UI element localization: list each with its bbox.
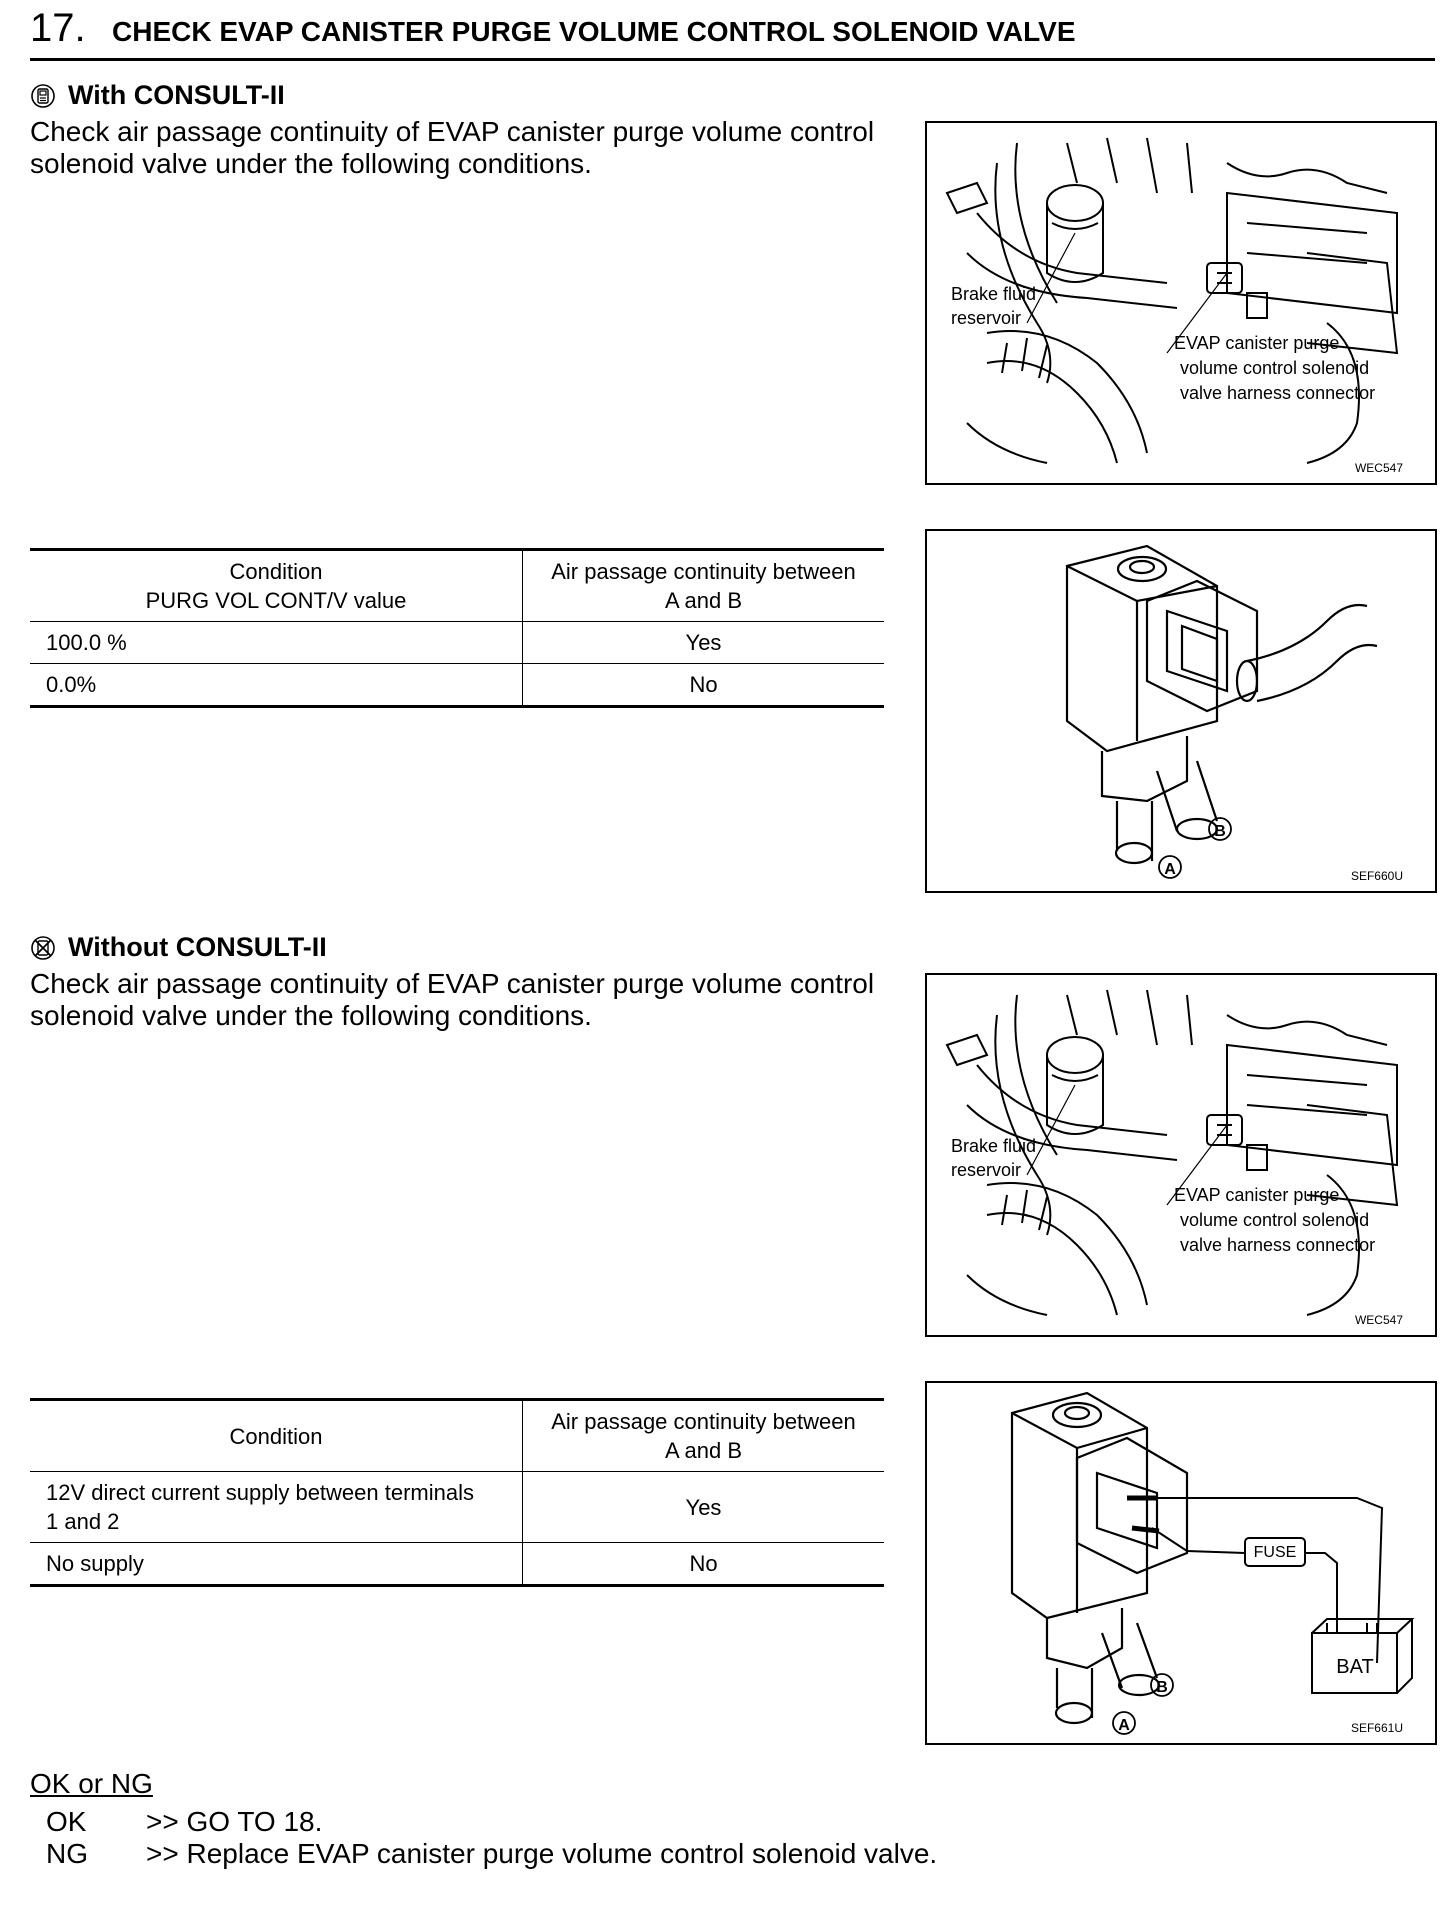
table-header-continuity xyxy=(523,550,885,622)
callout-harness: valve harness connector xyxy=(1180,383,1376,403)
without-consult-title: Without CONSULT-II xyxy=(68,932,327,962)
callout-reservoir: reservoir xyxy=(951,1160,1022,1180)
engine-bay-figure xyxy=(925,973,1437,1337)
header-text: A and B xyxy=(664,588,743,613)
row-result: No xyxy=(523,1543,885,1586)
ok-label: OK xyxy=(46,1806,87,1837)
row-result: No xyxy=(523,664,885,707)
header-text: Air passage continuity between xyxy=(551,559,856,584)
ok-ng-heading: OK or NG xyxy=(30,1768,153,1799)
header-text: A and B xyxy=(664,1438,743,1463)
condition-text: 12V direct current supply between terminals xyxy=(46,1480,474,1505)
ok-action: >> GO TO 18. xyxy=(146,1806,323,1837)
battery-label: BAT xyxy=(1336,1656,1374,1678)
ng-label: NG xyxy=(46,1838,88,1869)
engine-bay-figure xyxy=(925,121,1437,485)
with-consult-instruction xyxy=(30,116,910,180)
port-b-text: B xyxy=(1214,823,1226,840)
callout-brake-fluid: Brake fluid xyxy=(951,1136,1037,1156)
header-text: Condition xyxy=(229,559,323,584)
step-header xyxy=(30,2,1435,61)
port-a-label xyxy=(1113,1712,1135,1734)
without-consult-heading xyxy=(30,932,327,963)
header-text: PURG VOL CONT/V value xyxy=(145,588,407,613)
solenoid-valve-drawing xyxy=(927,531,1435,891)
instruction-line: solenoid valve under the following conditions. xyxy=(30,1000,592,1031)
callout-evap-canister: EVAP canister purge xyxy=(1174,1185,1340,1205)
port-b-text: B xyxy=(1156,1679,1168,1696)
step-title: CHECK EVAP CANISTER PURGE VOLUME CONTROL SOLENOID VALVE xyxy=(112,16,1076,47)
port-a-text: A xyxy=(1164,861,1176,878)
without-consult-instruction xyxy=(30,968,910,1032)
callout-brake-fluid: Brake fluid xyxy=(951,284,1037,304)
ng-action: >> Replace EVAP canister purge volume control solenoid valve. xyxy=(146,1838,938,1869)
port-a-label xyxy=(1159,856,1181,878)
table-header-condition: Condition xyxy=(30,1400,523,1472)
row-result: Yes xyxy=(523,622,885,664)
consult-tool-icon xyxy=(30,83,56,109)
table-header-condition xyxy=(30,550,523,622)
condition-text: 1 and 2 xyxy=(46,1509,120,1534)
table-header-row xyxy=(30,1400,884,1472)
instruction-line: solenoid valve under the following conditions. xyxy=(30,148,592,179)
solenoid-valve-figure xyxy=(925,529,1437,893)
port-a-text: A xyxy=(1118,1717,1130,1734)
callout-solenoid: volume control solenoid xyxy=(1180,1210,1370,1230)
engine-bay-drawing xyxy=(927,975,1435,1335)
solenoid-battery-figure xyxy=(925,1381,1437,1745)
callout-solenoid: volume control solenoid xyxy=(1180,358,1370,378)
no-consult-tool-icon xyxy=(30,935,56,961)
callout-evap-canister: EVAP canister purge xyxy=(1174,333,1340,353)
table-header-continuity xyxy=(523,1400,885,1472)
table-row xyxy=(30,1543,884,1586)
port-b-label xyxy=(1209,818,1231,840)
callout-reservoir: reservoir xyxy=(951,308,1022,328)
figure-code: WEC547 xyxy=(1354,461,1403,475)
with-consult-heading xyxy=(30,80,285,111)
instruction-line: Check air passage continuity of EVAP canister purge volume control xyxy=(30,968,875,999)
figure-code: WEC547 xyxy=(1354,1313,1403,1327)
figure-code: SEF661U xyxy=(1350,1721,1403,1735)
table-row xyxy=(30,1472,884,1543)
row-result: Yes xyxy=(523,1472,885,1543)
consult-condition-table xyxy=(30,548,884,708)
instruction-line: Check air passage continuity of EVAP canister purge volume control xyxy=(30,116,875,147)
row-condition: 100.0 % xyxy=(30,622,523,664)
port-b-label xyxy=(1151,1674,1173,1696)
table-row xyxy=(30,622,884,664)
figure-code: SEF660U xyxy=(1350,869,1403,883)
table-header-row xyxy=(30,550,884,622)
fuse-label: FUSE xyxy=(1253,1544,1297,1561)
row-condition: No supply xyxy=(30,1543,523,1586)
header-text: Air passage continuity between xyxy=(551,1409,856,1434)
manual-condition-table xyxy=(30,1398,884,1587)
with-consult-title: With CONSULT-II xyxy=(68,80,285,110)
solenoid-battery-drawing xyxy=(927,1383,1435,1743)
step-number: 17. xyxy=(30,6,86,50)
callout-harness: valve harness connector xyxy=(1180,1235,1376,1255)
engine-bay-drawing xyxy=(927,123,1435,483)
row-condition: 0.0% xyxy=(30,664,523,707)
row-condition xyxy=(30,1472,523,1543)
table-row xyxy=(30,664,884,707)
